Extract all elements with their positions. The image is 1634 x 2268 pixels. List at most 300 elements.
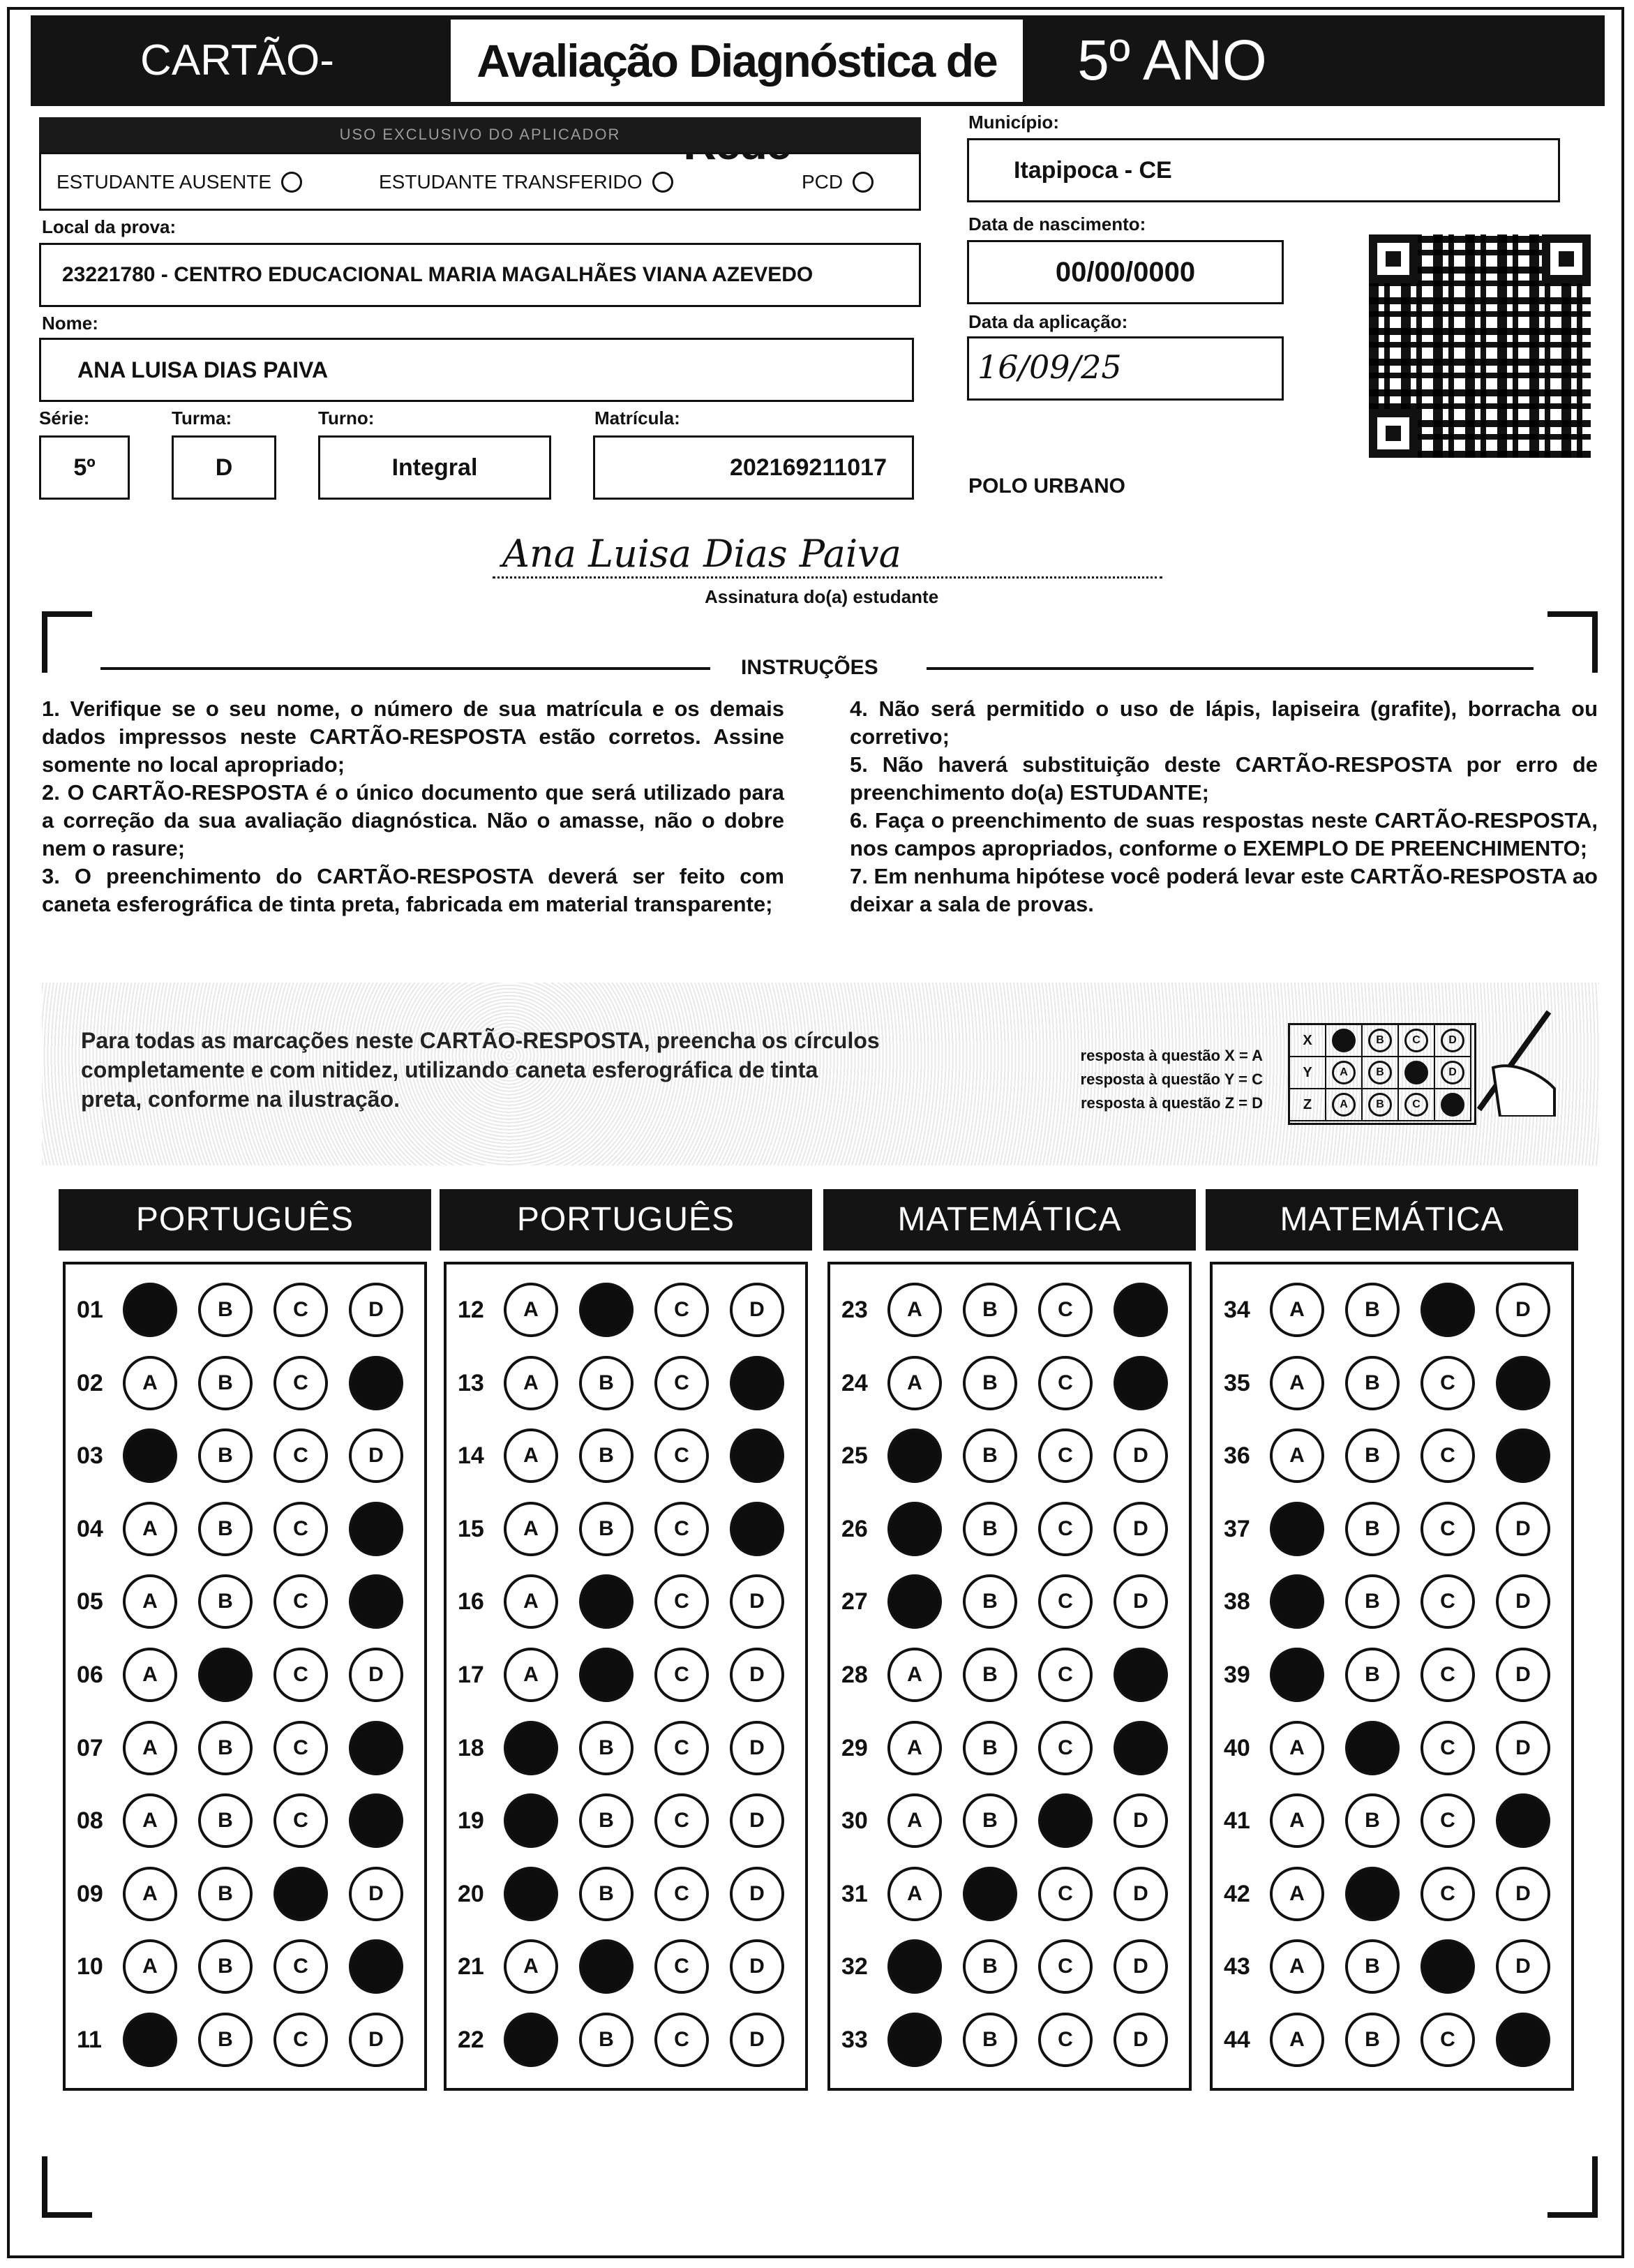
answer-bubble-a[interactable]: A bbox=[1270, 1793, 1324, 1848]
answer-bubble-b-filled[interactable]: B bbox=[963, 1867, 1017, 1921]
answer-bubble-c[interactable]: C bbox=[1421, 1574, 1475, 1629]
municipio-label: Município: bbox=[968, 112, 1059, 133]
answer-bubble-b[interactable]: B bbox=[963, 1648, 1017, 1702]
question-number: 11 bbox=[77, 2027, 102, 2053]
name-field bbox=[39, 338, 914, 402]
answer-bubble-d[interactable]: D bbox=[1496, 1574, 1550, 1629]
answer-bubble-b-filled[interactable]: B bbox=[579, 1939, 634, 1994]
example-legend-z: resposta à questão Z = D bbox=[1080, 1094, 1263, 1112]
question-number: 13 bbox=[458, 1369, 484, 1396]
answer-bubble-a-filled[interactable]: A bbox=[123, 1428, 177, 1483]
answer-bubble-c[interactable]: C bbox=[654, 1574, 709, 1629]
answer-bubble-a[interactable]: A bbox=[123, 1867, 177, 1921]
answer-bubble-a[interactable]: A bbox=[1270, 1428, 1324, 1483]
serie-label: Série: bbox=[39, 408, 90, 428]
answer-bubble-d[interactable]: D bbox=[730, 1939, 784, 1994]
answer-bubble-a[interactable]: A bbox=[123, 1793, 177, 1848]
answer-bubble-c[interactable]: C bbox=[273, 1502, 328, 1556]
answer-bubble-c-filled[interactable]: C bbox=[1421, 1283, 1475, 1337]
answer-bubble-c[interactable]: C bbox=[1421, 1867, 1475, 1921]
answer-bubble-a-filled[interactable]: A bbox=[1270, 1648, 1324, 1702]
answer-bubble-a-filled[interactable]: A bbox=[123, 1283, 177, 1337]
question-number: 34 bbox=[1224, 1297, 1250, 1323]
answer-bubble-c[interactable]: C bbox=[273, 2013, 328, 2067]
answer-bubble-c[interactable]: C bbox=[1038, 1867, 1093, 1921]
answer-bubble-d-filled[interactable]: D bbox=[1496, 1428, 1550, 1483]
question-number: 31 bbox=[841, 1880, 868, 1907]
answer-bubble-a-filled[interactable]: A bbox=[887, 2013, 942, 2067]
answer-bubble-d[interactable]: D bbox=[1496, 1648, 1550, 1702]
example-cell bbox=[1435, 1025, 1471, 1057]
answer-bubble-c[interactable]: C bbox=[654, 1793, 709, 1848]
answer-bubble-d[interactable]: D bbox=[1114, 1939, 1168, 1994]
aplicacao-value: 16/09/25 bbox=[977, 348, 1122, 386]
turma-value: D bbox=[215, 454, 233, 481]
answer-bubble-d[interactable]: D bbox=[1114, 2013, 1168, 2067]
answer-bubble-d[interactable]: D bbox=[1496, 1502, 1550, 1556]
instruction-4: 4. Não será permitido o uso de lápis, lapiseira (grafite), borracha ou corretivo; bbox=[850, 696, 1598, 749]
subject-header: PORTUGUÊS bbox=[440, 1189, 812, 1251]
answer-bubble-a[interactable]: A bbox=[504, 1939, 558, 1994]
answer-bubble-b[interactable]: B bbox=[198, 1939, 253, 1994]
instruction-7: 7. Em nenhuma hipótese você poderá levar este CARTÃO-RESPOSTA ao deixar a sala de provas. bbox=[850, 864, 1598, 916]
question-number: 43 bbox=[1224, 1953, 1250, 1980]
answer-bubble-c[interactable]: C bbox=[1421, 1793, 1475, 1848]
answer-bubble-d[interactable]: D bbox=[730, 1648, 784, 1702]
question-number: 17 bbox=[458, 1662, 484, 1688]
question-number: 38 bbox=[1224, 1588, 1250, 1616]
answer-bubble-b[interactable]: B bbox=[579, 1793, 634, 1848]
answer-bubble-a[interactable]: A bbox=[504, 1648, 558, 1702]
instructions-title: INSTRUÇÕES bbox=[741, 656, 878, 679]
header-year: 5º ANO bbox=[1077, 29, 1267, 92]
question-number: 39 bbox=[1224, 1662, 1250, 1688]
answer-bubble-d-filled[interactable]: D bbox=[349, 1721, 403, 1775]
answer-bubble-d[interactable]: D bbox=[730, 1283, 784, 1337]
question-number: 04 bbox=[77, 1515, 103, 1542]
answer-bubble-d-filled[interactable]: D bbox=[1114, 1283, 1168, 1337]
instruction-6: 6. Faça o preenchimento de suas respostas neste CARTÃO-RESPOSTA, nos campos apropriados, conforme o EXEMPLO DE PREENCHIMENTO; bbox=[850, 808, 1598, 860]
answer-bubble-a[interactable]: A bbox=[504, 1356, 558, 1410]
example-cell bbox=[1435, 1089, 1471, 1121]
answer-bubble-b[interactable]: B bbox=[198, 1574, 253, 1629]
answer-bubble-b[interactable]: B bbox=[198, 1428, 253, 1483]
answer-bubble-c[interactable]: C bbox=[1421, 1721, 1475, 1775]
answer-bubble-a[interactable]: A bbox=[887, 1721, 942, 1775]
example-legend-y: resposta à questão Y = C bbox=[1080, 1070, 1263, 1088]
answer-bubble-a[interactable]: A bbox=[887, 1793, 942, 1848]
answer-bubble-b[interactable]: B bbox=[963, 1283, 1017, 1337]
answer-bubble-a-filled[interactable]: A bbox=[887, 1574, 942, 1629]
answer-bubble-d[interactable]: D bbox=[1114, 1502, 1168, 1556]
answer-bubble-d-filled[interactable]: D bbox=[349, 1939, 403, 1994]
answer-bubble-b[interactable]: B bbox=[1345, 1356, 1400, 1410]
example-cell bbox=[1326, 1057, 1363, 1089]
instructions-rule-right bbox=[927, 667, 1534, 670]
example-bubble-c: C bbox=[1404, 1093, 1428, 1117]
example-bubble-a bbox=[1332, 1029, 1356, 1052]
answer-bubble-d-filled[interactable]: D bbox=[730, 1356, 784, 1410]
question-number: 35 bbox=[1224, 1369, 1250, 1396]
answer-bubble-a[interactable]: A bbox=[1270, 1721, 1324, 1775]
answer-bubble-a-filled[interactable]: A bbox=[1270, 1574, 1324, 1629]
answer-bubble-b[interactable]: B bbox=[963, 1721, 1017, 1775]
question-number: 33 bbox=[841, 2027, 868, 2053]
answer-bubble-a[interactable]: A bbox=[887, 1356, 942, 1410]
question-number: 07 bbox=[77, 1734, 103, 1761]
answer-bubble-d[interactable]: D bbox=[730, 1867, 784, 1921]
answer-bubble-b[interactable]: B bbox=[579, 1721, 634, 1775]
name-value: ANA LUISA DIAS PAIVA bbox=[77, 357, 329, 382]
example-bubble-d: D bbox=[1441, 1061, 1464, 1084]
question-number: 19 bbox=[458, 1807, 484, 1835]
local-field bbox=[39, 243, 921, 307]
answer-bubble-b[interactable]: B bbox=[1345, 1793, 1400, 1848]
signature-line bbox=[493, 576, 1162, 579]
absent-option[interactable] bbox=[57, 171, 302, 193]
answer-bubble-d[interactable]: D bbox=[1496, 1939, 1550, 1994]
answer-bubble-d[interactable]: D bbox=[349, 1428, 403, 1483]
question-number: 28 bbox=[841, 1662, 868, 1688]
answer-bubble-b[interactable]: B bbox=[1345, 1428, 1400, 1483]
example-bubble-b: B bbox=[1368, 1061, 1392, 1084]
answer-bubble-c[interactable]: C bbox=[1038, 1502, 1093, 1556]
answer-bubble-b[interactable]: B bbox=[1345, 2013, 1400, 2067]
corner-mark-bottom-right bbox=[1547, 2156, 1598, 2218]
answer-bubble-d[interactable]: D bbox=[1496, 1283, 1550, 1337]
question-number: 40 bbox=[1224, 1734, 1250, 1761]
answer-bubble-d-filled[interactable]: D bbox=[1114, 1356, 1168, 1410]
example-row-label: X bbox=[1290, 1025, 1326, 1057]
example-cell bbox=[1399, 1089, 1435, 1121]
answer-bubble-c[interactable]: C bbox=[273, 1574, 328, 1629]
answer-bubble-b[interactable]: B bbox=[1345, 1574, 1400, 1629]
answer-bubble-d[interactable]: D bbox=[730, 1574, 784, 1629]
aplicacao-label: Data da aplicação: bbox=[968, 311, 1128, 332]
question-number: 06 bbox=[77, 1662, 103, 1688]
example-row-label: Y bbox=[1290, 1057, 1326, 1089]
example-bubble-c bbox=[1404, 1061, 1428, 1084]
answer-bubble-a[interactable]: A bbox=[123, 1574, 177, 1629]
answer-bubble-d-filled[interactable]: D bbox=[730, 1502, 784, 1556]
subject-header: PORTUGUÊS bbox=[59, 1189, 431, 1251]
nascimento-label: Data de nascimento: bbox=[968, 214, 1146, 234]
answer-bubble-a[interactable]: A bbox=[504, 1428, 558, 1483]
answer-bubble-b[interactable]: B bbox=[579, 2013, 634, 2067]
answer-bubble-d-filled[interactable]: D bbox=[349, 1502, 403, 1556]
turma-field bbox=[172, 435, 276, 500]
answer-bubble-b[interactable]: B bbox=[963, 1939, 1017, 1994]
answer-bubble-d[interactable]: D bbox=[349, 1867, 403, 1921]
corner-mark-top-left bbox=[42, 611, 92, 673]
answer-bubble-c[interactable]: C bbox=[1038, 1283, 1093, 1337]
answer-bubble-c[interactable]: C bbox=[654, 1867, 709, 1921]
answer-bubble-b[interactable]: B bbox=[963, 2013, 1017, 2067]
name-label: Nome: bbox=[42, 313, 98, 334]
answer-bubble-a[interactable]: A bbox=[1270, 1867, 1324, 1921]
answer-bubble-b[interactable]: B bbox=[198, 2013, 253, 2067]
answer-bubble-b-filled[interactable]: B bbox=[1345, 1867, 1400, 1921]
turno-label: Turno: bbox=[318, 408, 375, 428]
answer-bubble-d[interactable]: D bbox=[1496, 1867, 1550, 1921]
answer-bubble-d[interactable]: D bbox=[730, 2013, 784, 2067]
question-number: 20 bbox=[458, 1880, 484, 1907]
answer-bubble-b-filled[interactable]: B bbox=[579, 1283, 634, 1337]
answer-bubble-a-filled[interactable]: A bbox=[1270, 1502, 1324, 1556]
answer-bubble-a[interactable]: A bbox=[123, 1502, 177, 1556]
instructions-left bbox=[42, 695, 784, 918]
answer-bubble-c[interactable]: C bbox=[654, 1356, 709, 1410]
qr-finder-bottom-left bbox=[1369, 409, 1418, 458]
absent-label: ESTUDANTE AUSENTE bbox=[57, 171, 272, 193]
answer-bubble-b[interactable]: B bbox=[963, 1793, 1017, 1848]
answer-bubble-a[interactable]: A bbox=[1270, 1939, 1324, 1994]
answer-bubble-c[interactable]: C bbox=[1038, 1428, 1093, 1483]
aplicacao-field bbox=[967, 336, 1284, 401]
answer-bubble-d[interactable]: D bbox=[1114, 1574, 1168, 1629]
answer-bubble-c[interactable]: C bbox=[273, 1428, 328, 1483]
absent-circle[interactable] bbox=[281, 172, 302, 193]
answer-bubble-b[interactable]: B bbox=[963, 1574, 1017, 1629]
matricula-field bbox=[593, 435, 914, 500]
example-cell bbox=[1326, 1025, 1363, 1057]
answer-bubble-b[interactable]: B bbox=[1345, 1648, 1400, 1702]
answer-bubble-c[interactable]: C bbox=[1038, 1939, 1093, 1994]
transferred-circle[interactable] bbox=[652, 172, 673, 193]
answer-bubble-a[interactable]: A bbox=[1270, 2013, 1324, 2067]
matricula-value: 202169211017 bbox=[729, 454, 887, 481]
answer-bubble-b[interactable]: B bbox=[198, 1793, 253, 1848]
answer-bubble-c[interactable]: C bbox=[273, 1721, 328, 1775]
answer-bubble-b[interactable]: B bbox=[198, 1283, 253, 1337]
serie-field bbox=[39, 435, 130, 500]
example-grid bbox=[1288, 1023, 1476, 1125]
header-title: CARTÃO- bbox=[140, 36, 334, 84]
answer-bubble-c[interactable]: C bbox=[654, 1721, 709, 1775]
answer-bubble-b-filled[interactable]: B bbox=[198, 1648, 253, 1702]
answer-bubble-d-filled[interactable]: D bbox=[349, 1356, 403, 1410]
question-number: 44 bbox=[1224, 2027, 1250, 2053]
answer-bubble-b[interactable]: B bbox=[579, 1428, 634, 1483]
answer-bubble-a-filled[interactable]: A bbox=[887, 1939, 942, 1994]
answer-bubble-c[interactable]: C bbox=[654, 1283, 709, 1337]
answer-bubble-b[interactable]: B bbox=[198, 1721, 253, 1775]
example-bubble-b: B bbox=[1368, 1093, 1392, 1117]
example-cell bbox=[1363, 1057, 1399, 1089]
pcd-option[interactable] bbox=[802, 171, 874, 193]
answer-bubble-d-filled[interactable]: D bbox=[349, 1574, 403, 1629]
example-cell bbox=[1399, 1057, 1435, 1089]
example-legend bbox=[963, 1044, 1263, 1115]
question-number: 02 bbox=[77, 1369, 103, 1396]
answer-bubble-c[interactable]: C bbox=[273, 1356, 328, 1410]
qr-finder-top-right bbox=[1542, 234, 1591, 283]
example-cell bbox=[1363, 1025, 1399, 1057]
question-number: 37 bbox=[1224, 1515, 1250, 1542]
answer-bubble-b[interactable]: B bbox=[963, 1428, 1017, 1483]
answer-bubble-c[interactable]: C bbox=[1038, 2013, 1093, 2067]
answer-bubble-b[interactable]: B bbox=[1345, 1939, 1400, 1994]
answer-bubble-c[interactable]: C bbox=[654, 2013, 709, 2067]
transferred-label: ESTUDANTE TRANSFERIDO bbox=[379, 171, 643, 193]
answer-bubble-d-filled[interactable]: D bbox=[1496, 1793, 1550, 1848]
answer-bubble-d[interactable]: D bbox=[349, 2013, 403, 2067]
answer-bubble-d[interactable]: D bbox=[1114, 1428, 1168, 1483]
answer-bubble-b[interactable]: B bbox=[963, 1502, 1017, 1556]
example-cell bbox=[1326, 1089, 1363, 1121]
question-number: 16 bbox=[458, 1588, 484, 1616]
answer-bubble-a-filled[interactable]: A bbox=[887, 1428, 942, 1483]
example-row-label: Z bbox=[1290, 1089, 1326, 1121]
example-cell bbox=[1399, 1025, 1435, 1057]
answer-bubble-b[interactable]: B bbox=[579, 1356, 634, 1410]
answer-bubble-a[interactable]: A bbox=[887, 1648, 942, 1702]
answer-bubble-a-filled[interactable]: A bbox=[887, 1502, 942, 1556]
answer-bubble-c[interactable]: C bbox=[273, 1648, 328, 1702]
hand-pen-illustration bbox=[1472, 1005, 1556, 1117]
example-bubble-a: A bbox=[1332, 1061, 1356, 1084]
answer-bubble-c[interactable]: C bbox=[654, 1428, 709, 1483]
answer-bubble-b[interactable]: B bbox=[198, 1867, 253, 1921]
answer-bubble-d-filled[interactable]: D bbox=[349, 1793, 403, 1848]
answer-bubble-a[interactable]: A bbox=[123, 1939, 177, 1994]
question-number: 15 bbox=[458, 1515, 484, 1542]
answer-bubble-b[interactable]: B bbox=[198, 1356, 253, 1410]
example-bubble-b: B bbox=[1368, 1029, 1392, 1052]
answer-bubble-a-filled[interactable]: A bbox=[504, 1867, 558, 1921]
instruction-5: 5. Não haverá substituição deste CARTÃO-RESPOSTA por erro de preenchimento do(a) ESTUDANTE; bbox=[850, 752, 1598, 805]
answer-bubble-c-filled[interactable]: C bbox=[1038, 1793, 1093, 1848]
answer-bubble-b[interactable]: B bbox=[963, 1356, 1017, 1410]
answer-bubble-d[interactable]: D bbox=[730, 1721, 784, 1775]
answer-bubble-b[interactable]: B bbox=[579, 1867, 634, 1921]
question-number: 08 bbox=[77, 1807, 103, 1835]
answer-bubble-c[interactable]: C bbox=[1421, 1428, 1475, 1483]
answer-bubble-b-filled[interactable]: B bbox=[1345, 1721, 1400, 1775]
answer-bubble-b[interactable]: B bbox=[1345, 1283, 1400, 1337]
question-number: 05 bbox=[77, 1588, 103, 1616]
question-number: 10 bbox=[77, 1953, 103, 1980]
answer-bubble-c[interactable]: C bbox=[654, 1502, 709, 1556]
polo-label: POLO URBANO bbox=[968, 475, 1125, 498]
nascimento-field bbox=[967, 240, 1284, 304]
answer-bubble-a[interactable]: A bbox=[123, 1721, 177, 1775]
example-bubble-a: A bbox=[1332, 1093, 1356, 1117]
answer-bubble-a[interactable]: A bbox=[887, 1867, 942, 1921]
answer-bubble-d[interactable]: D bbox=[349, 1648, 403, 1702]
answer-bubble-a[interactable]: A bbox=[504, 1283, 558, 1337]
pcd-label: PCD bbox=[802, 171, 844, 193]
question-number: 18 bbox=[458, 1734, 484, 1761]
answer-bubble-d[interactable]: D bbox=[730, 1793, 784, 1848]
answer-bubble-c[interactable]: C bbox=[654, 1648, 709, 1702]
subject-header: MATEMÁTICA bbox=[823, 1189, 1196, 1251]
question-number: 25 bbox=[841, 1442, 868, 1470]
question-number: 21 bbox=[458, 1953, 484, 1980]
answer-bubble-c[interactable]: C bbox=[1038, 1648, 1093, 1702]
answer-bubble-a[interactable]: A bbox=[123, 1648, 177, 1702]
answer-bubble-b[interactable]: B bbox=[1345, 1502, 1400, 1556]
instructions-right bbox=[850, 695, 1598, 918]
answer-bubble-a[interactable]: A bbox=[1270, 1356, 1324, 1410]
example-bubble-d bbox=[1441, 1093, 1464, 1117]
answer-bubble-a-filled[interactable]: A bbox=[123, 2013, 177, 2067]
question-number: 14 bbox=[458, 1442, 484, 1470]
answer-bubble-c[interactable]: C bbox=[1038, 1356, 1093, 1410]
answer-bubble-d-filled[interactable]: D bbox=[1114, 1648, 1168, 1702]
question-number: 41 bbox=[1224, 1807, 1250, 1835]
answer-bubble-c[interactable]: C bbox=[654, 1939, 709, 1994]
answer-bubble-b[interactable]: B bbox=[579, 1502, 634, 1556]
turno-field bbox=[318, 435, 551, 500]
question-number: 23 bbox=[841, 1297, 868, 1323]
answer-bubble-d[interactable]: D bbox=[1114, 1793, 1168, 1848]
answer-bubble-a[interactable]: A bbox=[504, 1574, 558, 1629]
municipio-value: Itapipoca - CE bbox=[1014, 156, 1172, 184]
answer-bubble-a-filled[interactable]: A bbox=[504, 2013, 558, 2067]
nascimento-value: 00/00/0000 bbox=[1055, 256, 1196, 288]
instruction-2: 2. O CARTÃO-RESPOSTA é o único documento que será utilizado para a correção da sua avaliação diagnóstica. Não o amasse, não o dobre nem o rasure; bbox=[42, 780, 784, 860]
answer-bubble-a[interactable]: A bbox=[123, 1356, 177, 1410]
example-cell bbox=[1363, 1089, 1399, 1121]
example-text: Para todas as marcações neste CARTÃO-RESPOSTA, preencha os círculos completamente e com nitidez, utilizando caneta esferográfica de tinta preta, conforme na ilustração. bbox=[81, 1028, 880, 1112]
transferred-option[interactable] bbox=[379, 171, 673, 193]
corner-mark-top-right bbox=[1547, 611, 1598, 673]
answer-bubble-a[interactable]: A bbox=[887, 1283, 942, 1337]
answer-bubble-d[interactable]: D bbox=[1496, 1721, 1550, 1775]
answer-bubble-c-filled[interactable]: C bbox=[273, 1867, 328, 1921]
answer-bubble-d-filled[interactable]: D bbox=[730, 1428, 784, 1483]
answer-bubble-c[interactable]: C bbox=[1421, 1648, 1475, 1702]
answer-bubble-c-filled[interactable]: C bbox=[1421, 1939, 1475, 1994]
answer-bubble-c[interactable]: C bbox=[273, 1939, 328, 1994]
instruction-1: 1. Verifique se o seu nome, o número de sua matrícula e os demais dados impressos neste CARTÃO-RESPOSTA estão corretos. Assine somente no local apropriado; bbox=[42, 696, 784, 777]
answer-bubble-c[interactable]: C bbox=[1038, 1721, 1093, 1775]
subject-header: MATEMÁTICA bbox=[1206, 1189, 1578, 1251]
applicator-box bbox=[39, 152, 921, 211]
answer-bubble-b[interactable]: B bbox=[198, 1502, 253, 1556]
question-number: 30 bbox=[841, 1807, 868, 1835]
local-value: 23221780 - CENTRO EDUCACIONAL MARIA MAGALHÃES VIANA AZEVEDO bbox=[62, 263, 814, 286]
signature-handwritten: Ana Luisa Dias Paiva bbox=[502, 532, 901, 576]
answer-bubble-a[interactable]: A bbox=[504, 1502, 558, 1556]
answer-bubble-a-filled[interactable]: A bbox=[504, 1721, 558, 1775]
qr-code bbox=[1369, 234, 1591, 458]
answer-bubble-a[interactable]: A bbox=[1270, 1283, 1324, 1337]
question-number: 36 bbox=[1224, 1442, 1250, 1470]
answer-bubble-c[interactable]: C bbox=[273, 1793, 328, 1848]
answer-bubble-c[interactable]: C bbox=[1421, 1356, 1475, 1410]
answer-bubble-b-filled[interactable]: B bbox=[579, 1648, 634, 1702]
example-legend-x: resposta à questão X = A bbox=[1080, 1047, 1263, 1064]
answer-bubble-d[interactable]: D bbox=[349, 1283, 403, 1337]
example-bubble-d: D bbox=[1441, 1029, 1464, 1052]
answer-bubble-c[interactable]: C bbox=[1421, 1502, 1475, 1556]
answer-bubble-b-filled[interactable]: B bbox=[579, 1574, 634, 1629]
answer-bubble-d-filled[interactable]: D bbox=[1114, 1721, 1168, 1775]
answer-bubble-d-filled[interactable]: D bbox=[1496, 1356, 1550, 1410]
pcd-circle[interactable] bbox=[853, 172, 874, 193]
answer-bubble-a-filled[interactable]: A bbox=[504, 1793, 558, 1848]
answer-bubble-d[interactable]: D bbox=[1114, 1867, 1168, 1921]
instructions-rule-left bbox=[100, 667, 710, 670]
instruction-3: 3. O preenchimento do CARTÃO-RESPOSTA deverá ser feito com caneta esferográfica de tinta preta, fabricada em material transparente; bbox=[42, 864, 784, 916]
turno-value: Integral bbox=[391, 454, 478, 481]
answer-bubble-c[interactable]: C bbox=[1038, 1574, 1093, 1629]
answer-bubble-c[interactable]: C bbox=[273, 1283, 328, 1337]
answer-bubble-c[interactable]: C bbox=[1421, 2013, 1475, 2067]
answer-bubble-d-filled[interactable]: D bbox=[1496, 2013, 1550, 2067]
